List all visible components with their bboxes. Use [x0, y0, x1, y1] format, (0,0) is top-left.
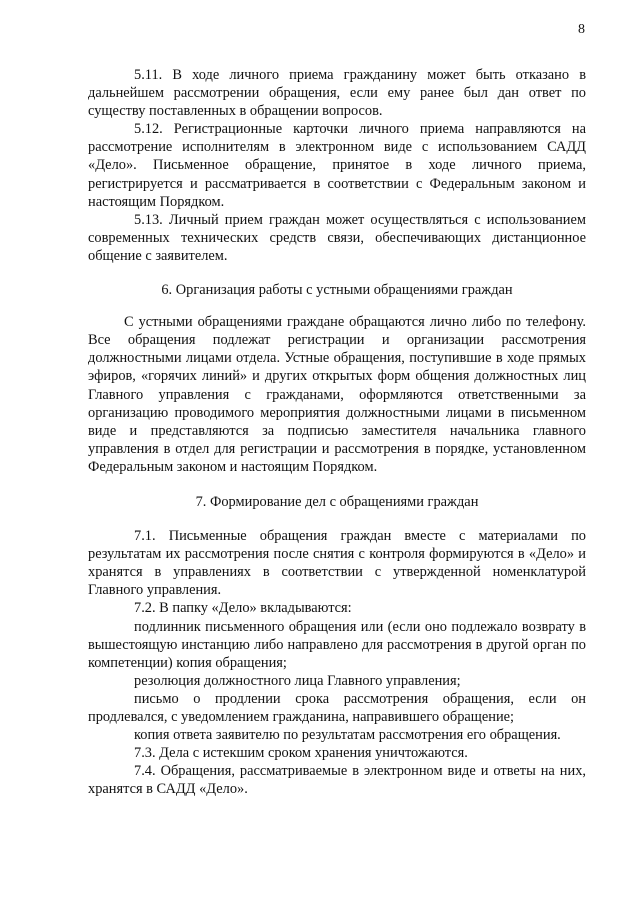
- paragraph-5-12: 5.12. Регистрационные карточки личного приема направляются на рассмотрение исполнителям в электронном виде с использованием САДД «Дело». Письменное обращение, принятое в ходе личного приема, регистрируется и рассматривается в соответствии с Федеральным законом и настоящим Порядком.: [88, 121, 586, 210]
- paragraph-5-13: 5.13. Личный прием граждан может осуществляться с использованием современных технических средств связи, обеспечивающих дистанционное общение с заявителем.: [88, 211, 586, 264]
- section-6-heading: 6. Организация работы с устными обращениями граждан: [161, 282, 513, 299]
- paragraph-6-1: С устными обращениями граждане обращаются лично либо по телефону. Все обращения подлежат регистрации и организации рассмотрения должностными лицами отдела. Устные обращения, поступившие в ходе прямых эфиров, «горячих линий» и других открытых форм общения должностных лиц Главного управления с гражданами, оформляются ответственными за организацию проводимого мероприятия должностными лицами в письменном виде и представляются за подписью заместителя начальника главного управления в отдел для регистрации и рассмотрения в порядке, установленном Федеральным законом и настоящим Порядком.: [88, 314, 586, 475]
- paragraph-7-4: 7.4. Обращения, рассматриваемые в электронном виде и ответы на них, хранятся в САДД «Дело».: [88, 763, 586, 798]
- list-item-extension-letter: письмо о продлении срока рассмотрения обращения, если он продлевался, с уведомлением гражданина, направившего обращение;: [88, 690, 586, 725]
- list-item-original-appeal: подлинник письменного обращения или (если оно подлежало возврату в вышестоящую инстанцию либо направлено для рассмотрения в другой орган по компетенции) копия обращения;: [88, 618, 586, 671]
- document-body: [88, 66, 586, 798]
- paragraph-7-1: 7.1. Письменные обращения граждан вместе с материалами по результатам их рассмотрения после снятия с контроля формируются в «Дело» и хранятся в управлениях в соответствии с утвержденной номенклатурой Главного управления.: [88, 528, 586, 599]
- list-item-resolution: резолюция должностного лица Главного управления;: [134, 672, 461, 689]
- paragraph-7-3: 7.3. Дела с истекшим сроком хранения уничтожаются.: [134, 745, 468, 762]
- paragraph-7-2: 7.2. В папку «Дело» вкладываются:: [134, 600, 352, 617]
- section-7-heading: 7. Формирование дел с обращениями граждан: [195, 493, 479, 510]
- page-number: 8: [578, 22, 585, 37]
- list-item-answer-copy: копия ответа заявителю по результатам рассмотрения его обращения.: [134, 727, 561, 744]
- paragraph-5-11: 5.11. В ходе личного приема гражданину может быть отказано в дальнейшем рассмотрении обращения, если ему ранее был дан ответ по существу поставленных в обращении вопросов.: [88, 67, 586, 120]
